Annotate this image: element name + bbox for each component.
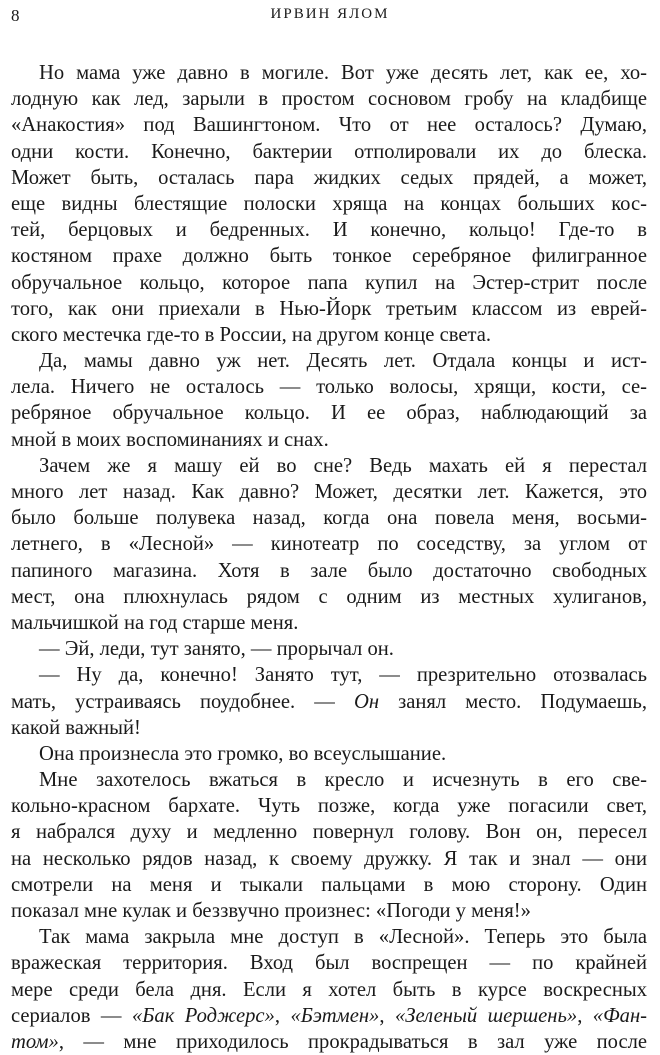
body-text bbox=[11, 60, 647, 1055]
text-line bbox=[11, 270, 647, 296]
italic-text: «Фан- bbox=[592, 1004, 648, 1027]
text-segment: , bbox=[379, 1004, 395, 1027]
text-segment: много лет назад. Как давно? Может, десятки лет. Кажется, это bbox=[11, 481, 647, 503]
text-line bbox=[11, 584, 647, 610]
text-segment: летнего, в «Лесной» — кинотеатр по соседству, за углом от bbox=[11, 533, 647, 556]
text-line bbox=[11, 139, 647, 165]
text-segment: лела. Ничего не осталось — только волосы, хрящи, кости, се- bbox=[11, 376, 647, 399]
text-line bbox=[11, 741, 647, 767]
text-segment: тей, берцовых и бедренных. И конечно, кольцо! Где-то в bbox=[11, 219, 647, 242]
text-line bbox=[11, 872, 647, 898]
text-line bbox=[11, 453, 647, 479]
text-segment: мере среди бела дня. Если я хотел быть в курсе воскресных bbox=[11, 978, 647, 1001]
text-line bbox=[11, 1029, 647, 1055]
text-segment: одни кости. Конечно, бактерии отполировали их до блеска. bbox=[11, 140, 647, 163]
text-segment: Может быть, осталась пара жидких седых прядей, а может, bbox=[11, 166, 647, 189]
text-segment: было больше полувека назад, когда она повела меня, восьми- bbox=[11, 507, 647, 530]
text-line bbox=[11, 662, 647, 688]
running-title: ИРВИН ЯЛОМ bbox=[270, 6, 390, 22]
text-segment: Мне захотелось вжаться в кресло и исчезнуть в его све- bbox=[39, 769, 647, 792]
text-segment: мной в моих воспоминаниях и снах. bbox=[11, 428, 329, 451]
text-segment: — Ну да, конечно! Занято тут, — презрительно отозвалась bbox=[39, 664, 647, 687]
page-number: 8 bbox=[11, 6, 20, 25]
text-segment: того, как они приехали в Нью-Йорк третьим классом из еврей- bbox=[11, 297, 647, 320]
text-line bbox=[11, 558, 647, 584]
text-segment: мать, устраиваясь поудобнее. — bbox=[11, 690, 354, 713]
text-segment: еще видны блестящие полоски хряща на концах больших кос- bbox=[11, 192, 647, 215]
text-line bbox=[11, 793, 647, 819]
text-segment: ребряное обручальное кольцо. И ее образ, наблюдающий за bbox=[11, 402, 647, 425]
text-line bbox=[11, 60, 647, 86]
text-segment: показал мне кулак и беззвучно произнес: «Погоди у меня!» bbox=[11, 900, 531, 922]
text-line bbox=[11, 689, 647, 715]
text-segment: ского местечка где-то в России, на другом конце света. bbox=[11, 323, 492, 346]
text-line bbox=[11, 977, 647, 1003]
text-line bbox=[11, 846, 647, 872]
text-line bbox=[11, 479, 647, 505]
text-line bbox=[11, 427, 647, 453]
text-line bbox=[11, 715, 647, 741]
text-segment: кольно-красном бархате. Чуть позже, когда уже погасили свет, bbox=[11, 795, 647, 818]
text-line bbox=[11, 898, 647, 924]
text-line bbox=[11, 1003, 647, 1029]
text-segment: , bbox=[577, 1004, 593, 1027]
text-line bbox=[11, 400, 647, 426]
text-line bbox=[11, 610, 647, 636]
text-line bbox=[11, 296, 647, 322]
text-segment: на несколько рядов назад, к своему дружку. Я так и знал — они bbox=[11, 847, 647, 870]
text-segment: смотрели на меня и тыкали пальцами в мою сторону. Один bbox=[11, 873, 647, 896]
text-line bbox=[11, 322, 647, 348]
text-line bbox=[11, 374, 647, 400]
text-segment: , bbox=[274, 1004, 291, 1027]
text-line bbox=[11, 348, 647, 374]
italic-text: «Зеленый шершень» bbox=[394, 1004, 578, 1027]
text-line bbox=[11, 165, 647, 191]
text-segment: вражеская территория. Вход был воспрещен — по крайней bbox=[11, 952, 647, 975]
italic-text: «Бак Роджерс» bbox=[131, 1004, 275, 1027]
text-segment: Она произнесла это громко, во всеуслышание. bbox=[39, 742, 447, 765]
text-line bbox=[11, 767, 647, 793]
page-header bbox=[11, 6, 649, 30]
text-segment: «Анакостия» под Вашингтоном. Что от нее осталось? Думаю, bbox=[11, 114, 647, 137]
text-line bbox=[11, 950, 647, 976]
text-segment: сериалов — bbox=[11, 1004, 132, 1027]
text-line bbox=[11, 243, 647, 269]
text-segment: мальчишкой на год старше меня. bbox=[11, 611, 299, 634]
text-segment: Да, мамы давно уж нет. Десять лет. Отдала концы и ист- bbox=[39, 350, 647, 373]
text-line bbox=[11, 112, 647, 138]
text-segment: мест, она плюхнулась рядом с одним из местных хулиганов, bbox=[11, 585, 647, 608]
text-segment: я набрался духу и медленно повернул голову. Вон он, пересел bbox=[11, 821, 647, 844]
text-segment: , — мне приходилось прокрадываться в зал уже после bbox=[58, 1030, 647, 1053]
text-segment: Зачем же я машу ей во сне? Ведь махать ей я перестал bbox=[39, 454, 647, 477]
text-line bbox=[11, 191, 647, 217]
italic-text: том» bbox=[11, 1030, 59, 1053]
text-segment: Но мама уже давно в могиле. Вот уже десять лет, как ее, хо- bbox=[39, 62, 647, 84]
text-line bbox=[11, 217, 647, 243]
text-segment: — Эй, леди, тут занято, — прорычал он. bbox=[39, 638, 394, 661]
italic-text: «Бэтмен» bbox=[290, 1004, 380, 1027]
text-segment: какой важный! bbox=[11, 716, 141, 739]
text-line bbox=[11, 636, 647, 662]
text-segment: обручальное кольцо, которое папа купил на Эстер-стрит после bbox=[11, 271, 647, 294]
italic-text: Он bbox=[353, 690, 380, 713]
text-line bbox=[11, 819, 647, 845]
text-segment: Так мама закрыла мне доступ в «Лесной». Теперь это была bbox=[39, 926, 647, 949]
text-segment: костяном прахе должно быть тонкое серебряное филигранное bbox=[11, 245, 647, 268]
text-line bbox=[11, 505, 647, 531]
text-segment: занял место. Подумаешь, bbox=[379, 690, 647, 713]
text-segment: папиного магазина. Хотя в зале было достаточно свободных bbox=[11, 559, 647, 582]
text-line bbox=[11, 531, 647, 557]
text-line bbox=[11, 86, 647, 112]
text-segment: лодную как лед, зарыли в простом сосновом гробу на кладбище bbox=[11, 88, 647, 111]
text-line bbox=[11, 924, 647, 950]
